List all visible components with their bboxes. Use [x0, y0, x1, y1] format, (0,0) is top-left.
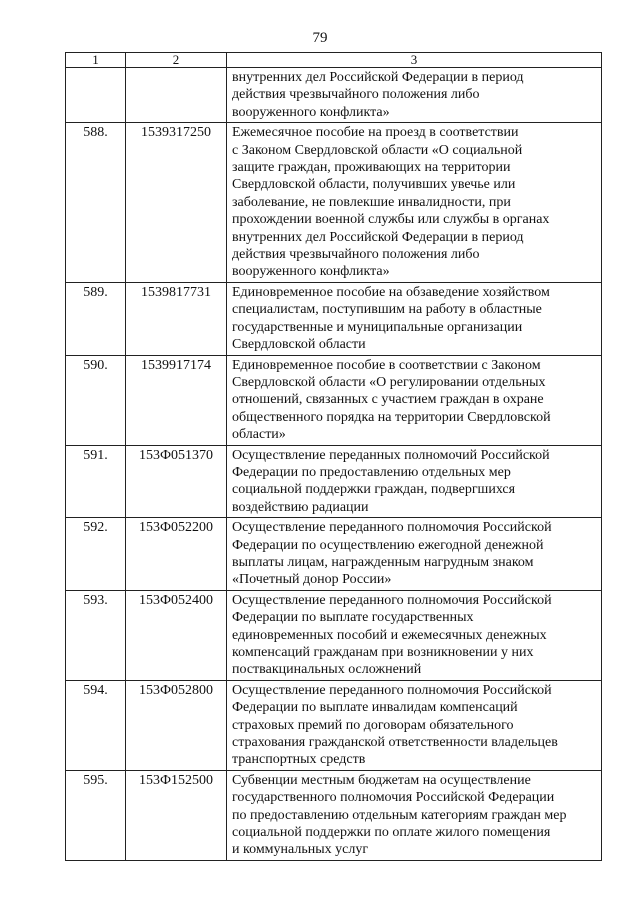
table-body: [66, 68, 602, 861]
description-line: Федерации по осуществлению ежегодной денежной: [232, 537, 544, 553]
registry-table: [65, 52, 602, 861]
description-line: внутренних дел Российской Федерации в период: [232, 229, 524, 245]
table-row: [66, 590, 602, 680]
row-description: [227, 590, 602, 680]
description-line: специалистам, поступившим на работу в областные: [232, 302, 542, 318]
row-description: [227, 123, 602, 283]
column-header-description: 3: [227, 53, 602, 68]
row-code: 153Ф052800: [126, 680, 227, 770]
description-line: прохождении военной службы или службы в органах: [232, 212, 550, 228]
description-line: и коммунальных услуг: [232, 842, 369, 858]
description-line: компенсаций гражданам при возникновении у них: [232, 645, 534, 660]
row-number: [66, 68, 126, 123]
row-number: 590.: [66, 355, 126, 445]
description-line: социальной поддержки граждан, подвергшихся: [232, 482, 516, 498]
description-line: Федерации по выплате инвалидам компенсаций: [232, 700, 518, 716]
description-line: Ежемесячное пособие на проезд в соответствии: [232, 125, 519, 141]
description-line: Свердловской области: [232, 337, 366, 353]
description-line: государственные и муниципальные организации: [232, 319, 523, 335]
column-header-code: 2: [126, 53, 227, 68]
description-line: Свердловской области, получивших увечье или: [232, 177, 516, 193]
description-line: транспортных средств: [232, 752, 366, 768]
description-line: действия чрезвычайного положения либо: [232, 87, 480, 103]
description-line: области»: [232, 427, 286, 443]
description-line: Свердловской области «О регулировании отдельных: [232, 374, 546, 390]
table-row: [66, 355, 602, 445]
description-line: «Почетный донор России»: [232, 572, 392, 588]
row-description: [227, 282, 602, 355]
row-number: 589.: [66, 282, 126, 355]
row-number: 595.: [66, 770, 126, 860]
row-code: 153Ф051370: [126, 445, 227, 518]
description-line: Осуществление переданных полномочий Российской: [232, 447, 550, 463]
description-line: Федерации по предоставлению отдельных мер: [232, 464, 511, 480]
table-row: [66, 518, 602, 591]
description-line: Осуществление переданного полномочия Российской: [232, 520, 552, 536]
page-number: 79: [312, 30, 328, 46]
description-line: социальной поддержки по оплате жилого помещения: [232, 825, 551, 841]
description-line: Федерации по выплате государственных: [232, 610, 474, 626]
row-number: 594.: [66, 680, 126, 770]
column-header-number: 1: [66, 53, 126, 68]
table-row: [66, 680, 602, 770]
description-line: защите граждан, проживающих на территории: [232, 160, 511, 176]
row-code: 1539817731: [126, 282, 227, 355]
description-line: Единовременное пособие на обзаведение хозяйством: [232, 284, 550, 300]
row-number: 588.: [66, 123, 126, 283]
description-line: страховых премий по договорам обязательного: [232, 717, 514, 733]
description-line: по предоставлению отдельным категориям граждан мер: [232, 807, 567, 823]
description-line: с Законом Свердловской области «О социальной: [232, 142, 523, 158]
description-line: Единовременное пособие в соответствии с Законом: [232, 357, 541, 373]
row-code: 153Ф152500: [126, 770, 227, 860]
description-line: Осуществление переданного полномочия Российской: [232, 682, 552, 698]
row-code: 1539917174: [126, 355, 227, 445]
table-row: [66, 68, 602, 123]
description-line: выплаты лицам, награжденным нагрудным знаком: [232, 554, 534, 570]
row-code: [126, 68, 227, 123]
row-number: 591.: [66, 445, 126, 518]
row-description: [227, 68, 602, 123]
description-line: заболевание, не повлекшие инвалидности, при: [232, 194, 511, 210]
description-line: воздействию радиации: [232, 499, 369, 515]
row-description: [227, 355, 602, 445]
table-row: [66, 770, 602, 860]
description-line: отношений, связанных с участием граждан в охране: [232, 392, 544, 408]
row-code: 153Ф052200: [126, 518, 227, 591]
row-description: [227, 770, 602, 860]
table-row: [66, 445, 602, 518]
row-number: 593.: [66, 590, 126, 680]
description-line: единовременных пособий и ежемесячных денежных: [232, 627, 547, 643]
table-row: [66, 123, 602, 283]
description-line: страхования гражданской ответственности владельцев: [232, 735, 558, 751]
table-row: [66, 282, 602, 355]
description-line: Субвенции местным бюджетам на осуществление: [232, 772, 531, 788]
description-line: вооруженного конфликта»: [232, 104, 390, 120]
row-description: [227, 680, 602, 770]
row-code: 1539317250: [126, 123, 227, 283]
row-description: [227, 445, 602, 518]
description-line: государственного полномочия Российской Федерации: [232, 790, 555, 806]
description-line: действия чрезвычайного положения либо: [232, 247, 480, 263]
row-description: [227, 518, 602, 591]
description-line: вооруженного конфликта»: [232, 264, 390, 280]
header-row: [66, 53, 602, 68]
table-header: [66, 53, 602, 68]
description-line: общественного порядка на территории Свердловской: [232, 409, 551, 425]
description-line: Осуществление переданного полномочия Российской: [232, 592, 552, 608]
description-line: внутренних дел Российской Федерации в период: [232, 70, 524, 85]
row-number: 592.: [66, 518, 126, 591]
description-line: поствакцинальных осложнений: [232, 662, 422, 678]
row-code: 153Ф052400: [126, 590, 227, 680]
